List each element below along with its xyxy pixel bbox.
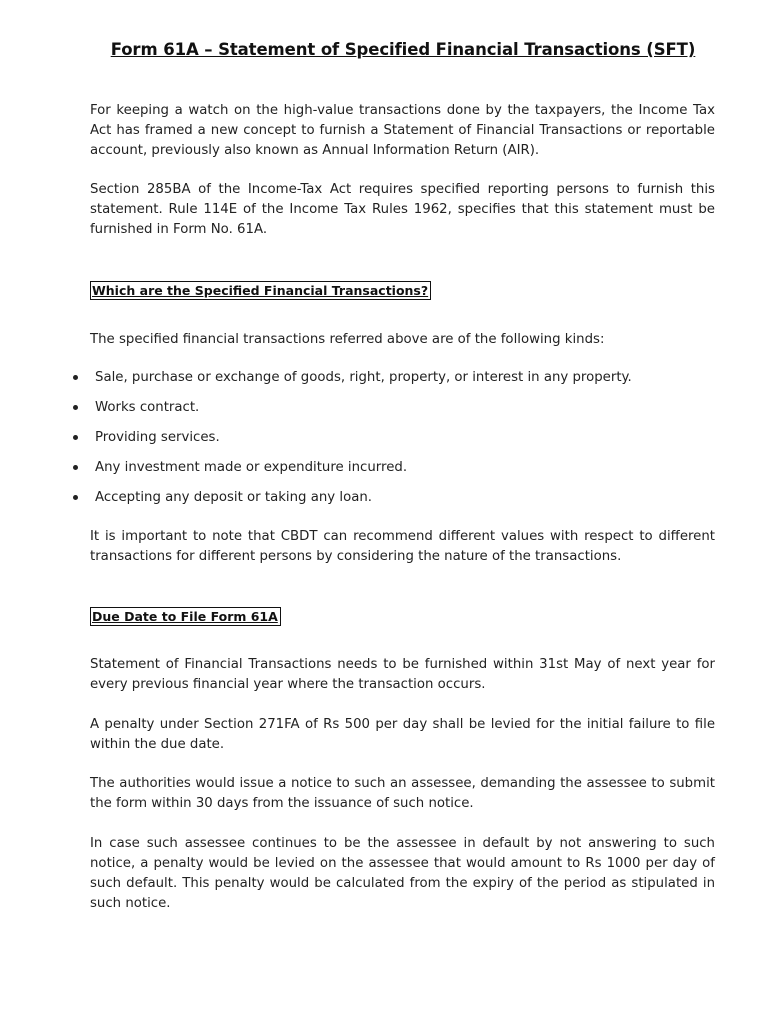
list-item-text: Sale, purchase or exchange of goods, right, property, or interest in any property. — [95, 370, 632, 385]
section1-lead-paragraph: The specified financial transactions referred above are of the following kinds: — [90, 332, 605, 347]
list-item — [72, 488, 722, 518]
page-title: Form 61A – Statement of Specified Financial Transactions (SFT) — [110, 40, 696, 59]
transaction-kinds-list — [72, 368, 722, 518]
intro-paragraph-2: Section 285BA of the Income-Tax Act requires specified reporting persons to furnish this statement. Rule 114E of the Income Tax Rules 1962, specifies that this statement must be furnished in Form No. 61A. — [90, 182, 715, 237]
list-item-text: Providing services. — [95, 430, 220, 445]
list-item — [72, 458, 722, 488]
notice-paragraph: The authorities would issue a notice to such an assessee, demanding the assessee to submit the form within 30 days from the issuance of such notice. — [90, 776, 715, 811]
bullet-icon — [73, 465, 78, 470]
section1-note-paragraph: It is important to note that CBDT can recommend different values with respect to different transactions for different persons by considering the nature of the transactions. — [90, 529, 715, 564]
list-item-text: Accepting any deposit or taking any loan. — [95, 490, 373, 505]
list-item-text: Works contract. — [95, 400, 200, 415]
bullet-icon — [73, 495, 78, 500]
due-date-paragraph: Statement of Financial Transactions needs to be furnished within 31st May of next year for every previous financial year where the transaction occurs. — [90, 657, 715, 692]
section-heading-due-date: Due Date to File Form 61A — [90, 607, 281, 626]
list-item — [72, 428, 722, 458]
list-item — [72, 368, 722, 398]
penalty-paragraph: A penalty under Section 271FA of Rs 500 per day shall be levied for the initial failure to file within the due date. — [90, 717, 715, 752]
bullet-icon — [73, 405, 78, 410]
bullet-icon — [73, 375, 78, 380]
section-heading-specified-transactions: Which are the Specified Financial Transactions? — [90, 281, 431, 300]
bullet-icon — [73, 435, 78, 440]
default-penalty-paragraph: In case such assessee continues to be the assessee in default by not answering to such notice, a penalty would be levied on the assessee that would amount to Rs 1000 per day of such default. This penalty would be calculated from the expiry of the period as stipulated in such notice. — [90, 836, 715, 911]
list-item — [72, 398, 722, 428]
list-item-text: Any investment made or expenditure incurred. — [95, 460, 408, 475]
intro-paragraph-1: For keeping a watch on the high-value transactions done by the taxpayers, the Income Tax Act has framed a new concept to furnish a Statement of Financial Transactions or reportable account, previously also known as Annual Information Return (AIR). — [90, 103, 715, 158]
